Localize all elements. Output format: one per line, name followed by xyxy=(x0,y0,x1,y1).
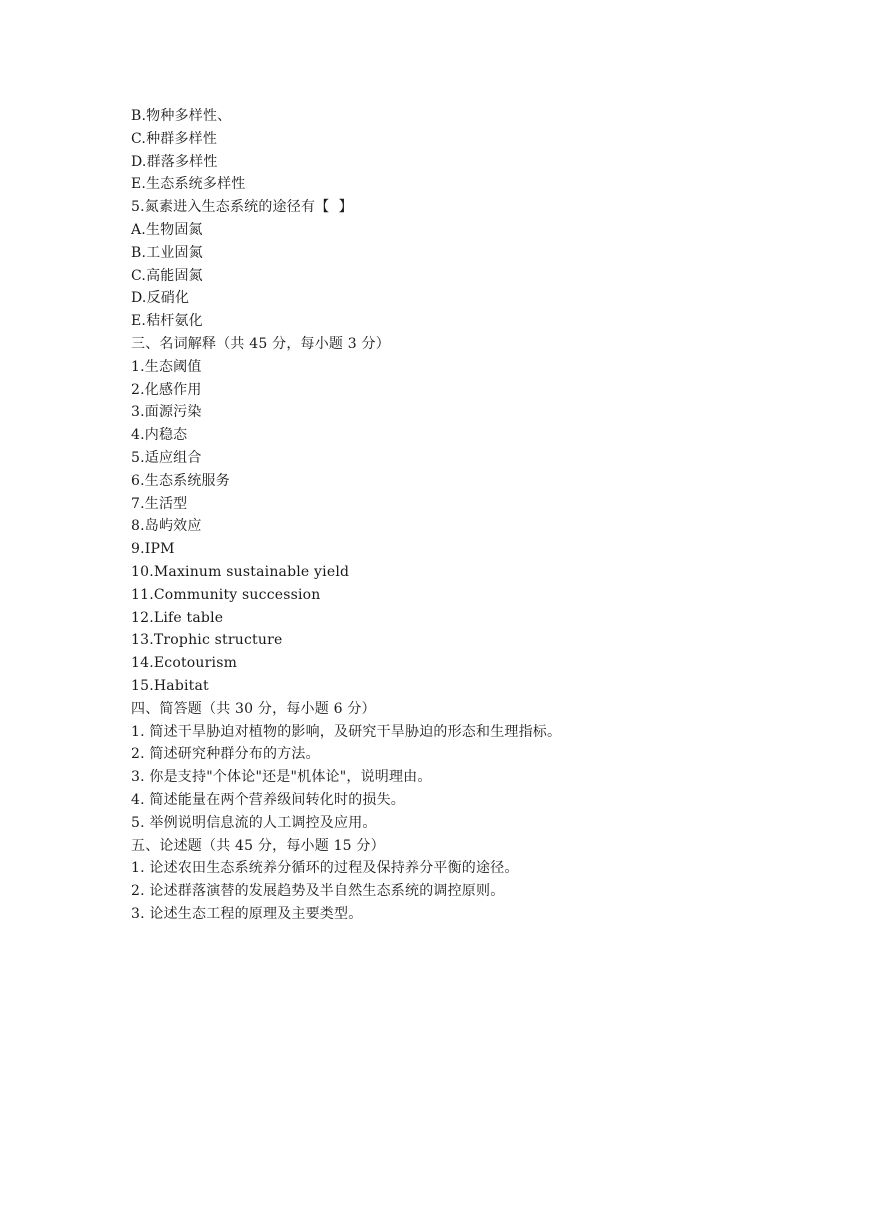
option-c-population-diversity: C.种群多样性 xyxy=(131,130,218,147)
short-answer-item: 4. 简述能量在两个营养级间转化时的损失。 xyxy=(131,791,406,808)
section-4-heading: 四、简答题（共 30 分，每小题 6 分） xyxy=(131,700,376,717)
term-item: 12.Life table xyxy=(131,609,224,626)
term-item: 7.生活型 xyxy=(131,495,188,512)
option-b-species-diversity: B.物种多样性、 xyxy=(131,108,232,124)
section-5-heading: 五、论述题（共 45 分，每小题 15 分） xyxy=(131,837,385,854)
option-d-community-diversity: D.群落多样性 xyxy=(131,153,218,170)
term-item: 3.面源污染 xyxy=(131,404,202,421)
term-item: 10.Maxinum sustainable yield xyxy=(131,563,350,580)
option-b-industrial-fixation: B.工业固氮 xyxy=(131,244,203,261)
short-answer-item: 1. 简述干旱胁迫对植物的影响，及研究干旱胁迫的形态和生理指标。 xyxy=(131,723,562,740)
term-item: 13.Trophic structure xyxy=(131,632,283,649)
option-c-high-energy-fixation: C.高能固氮 xyxy=(131,267,203,284)
term-item: 5.适应组合 xyxy=(131,449,202,466)
short-answer-item: 2. 简述研究种群分布的方法。 xyxy=(131,746,320,763)
option-e-ecosystem-diversity: E.生态系统多样性 xyxy=(131,176,246,193)
term-item: 14.Ecotourism xyxy=(131,655,238,672)
short-answer-item: 5. 举例说明信息流的人工调控及应用。 xyxy=(131,814,377,831)
essay-item: 3. 论述生态工程的原理及主要类型。 xyxy=(131,905,363,922)
option-d-denitrification: D.反硝化 xyxy=(131,290,190,307)
document-body xyxy=(131,105,811,926)
short-answer-item: 3. 你是支持"个体论"还是"机体论"，说明理由。 xyxy=(131,769,432,786)
essay-item: 2. 论述群落演替的发展趋势及半自然生态系统的调控原则。 xyxy=(131,883,505,900)
option-e-straw-ammoniation: E.秸杆氨化 xyxy=(131,313,203,330)
term-item: 9.IPM xyxy=(131,541,175,558)
term-item: 1.生态阈值 xyxy=(131,358,202,375)
term-item: 11.Community succession xyxy=(131,586,321,603)
section-3-heading: 三、名词解释（共 45 分，每小题 3 分） xyxy=(131,335,390,352)
term-item: 8.岛屿效应 xyxy=(131,518,202,535)
question-5-nitrogen-pathways: 5.氮素进入生态系统的途径有【 】 xyxy=(131,199,353,216)
term-item: 4.内稳态 xyxy=(131,427,188,444)
term-item: 15.Habitat xyxy=(131,677,209,694)
option-a-biological-fixation: A.生物固氮 xyxy=(131,221,203,238)
term-item: 2.化感作用 xyxy=(131,381,202,398)
term-item: 6.生态系统服务 xyxy=(131,472,230,489)
essay-item: 1. 论述农田生态系统养分循环的过程及保持养分平衡的途径。 xyxy=(131,860,519,877)
